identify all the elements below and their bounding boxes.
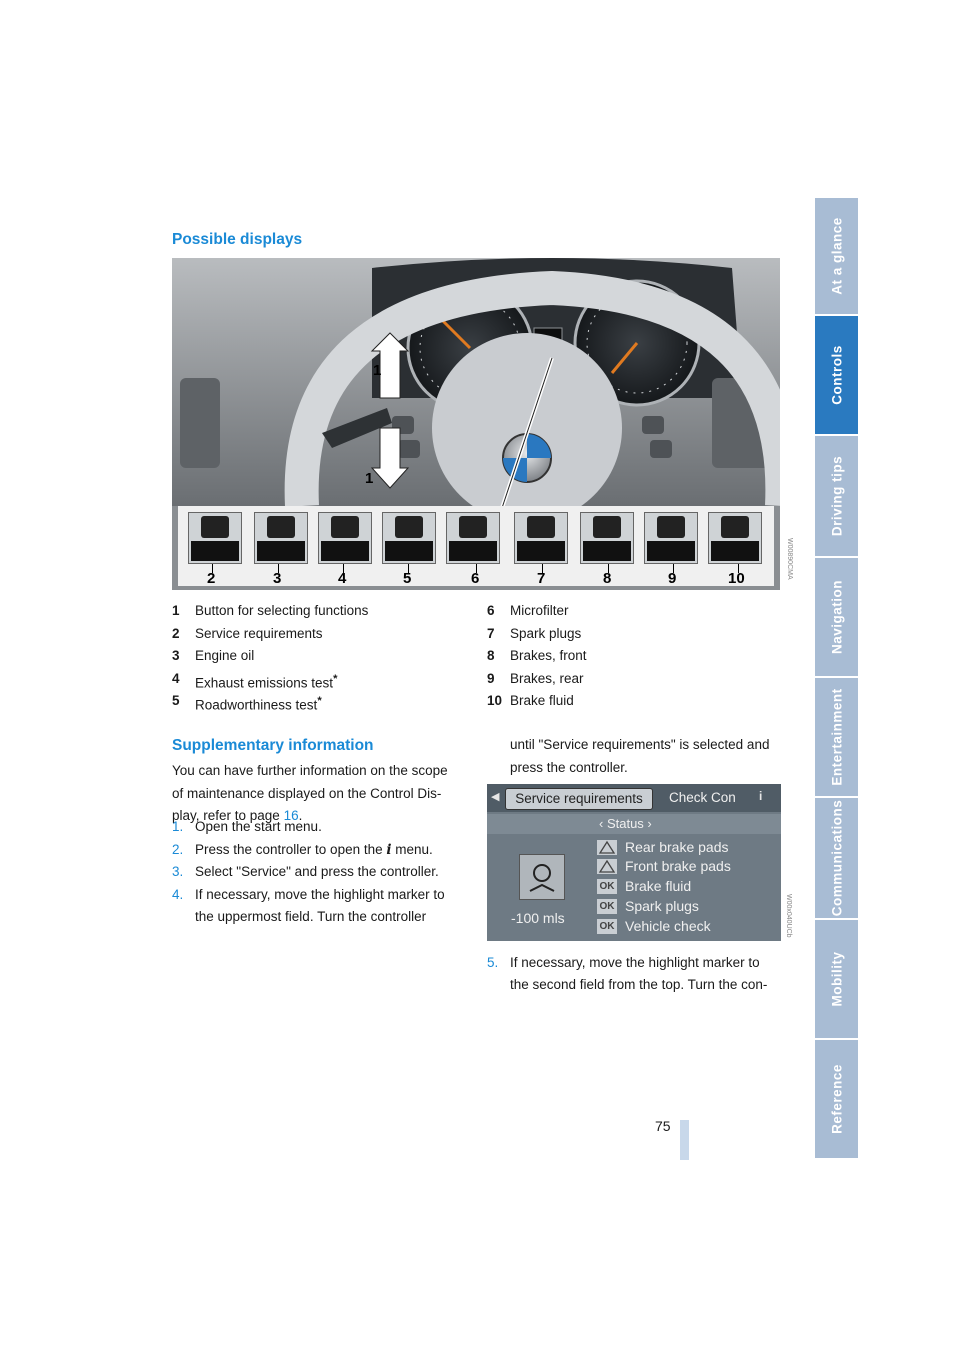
legend-item: 1 Button for selecting functions <box>172 603 369 618</box>
tab-at-a-glance[interactable]: At a glance <box>815 198 858 316</box>
tile-number: 6 <box>471 570 480 587</box>
tab-navigation[interactable]: Navigation <box>815 558 858 678</box>
display-tile-engine-oil <box>254 512 308 564</box>
figure-id: W00x040UCb <box>785 894 792 938</box>
tile-number: 10 <box>728 570 745 587</box>
legend-item: 10 Brake fluid <box>487 693 574 708</box>
legend-item: 5 Roadworthiness test* <box>172 693 322 713</box>
legend-item: 4 Exhaust emissions test* <box>172 671 338 691</box>
ok-badge: OK <box>597 899 617 914</box>
callout-down-number: 1 <box>365 470 374 487</box>
display-tile-brake-fluid <box>708 512 762 564</box>
legend-item: 8 Brakes, front <box>487 648 587 663</box>
tile-number: 3 <box>273 570 282 587</box>
display-tile-brakes-front <box>580 512 634 564</box>
tab-controls[interactable]: Controls <box>815 316 858 436</box>
section-heading-supplementary: Supplementary information <box>172 737 374 754</box>
tile-number: 2 <box>207 570 216 587</box>
list-item[interactable]: Front brake pads <box>625 858 731 874</box>
legend-item: 3 Engine oil <box>172 648 255 663</box>
chapter-tabs <box>815 198 858 1160</box>
display-tile-spark-plugs <box>514 512 568 564</box>
page-number: 75 <box>655 1118 671 1134</box>
instrument-cluster-figure <box>172 258 780 590</box>
intro-paragraph: You can have further information on the scope of maintenance displayed on the Control Dis- play, refer to page 16. <box>172 763 448 823</box>
continued-text: until "Service requirements" is selected and press the controller. <box>510 737 770 775</box>
tab-reference[interactable]: Reference <box>815 1040 858 1160</box>
callout-up-number: 1 <box>373 362 382 379</box>
legend-item: 2 Service requirements <box>172 626 323 641</box>
status-label[interactable]: ‹ Status › <box>599 816 652 831</box>
arrow-left-icon[interactable]: ◀ <box>491 791 500 803</box>
info-icon[interactable]: i <box>759 789 763 803</box>
list-item[interactable]: Brake fluid <box>625 878 692 894</box>
tab-entertainment[interactable]: Entertainment <box>815 678 858 798</box>
tab-service-requirements[interactable]: Service requirements <box>505 788 653 810</box>
list-item[interactable]: Spark plugs <box>625 898 699 914</box>
tile-number: 4 <box>338 570 347 587</box>
mileage-value: -100 mls <box>511 910 565 926</box>
tab-communications[interactable]: Communications <box>815 798 858 920</box>
figure-id: W00890CMA <box>786 538 793 580</box>
list-item[interactable]: Rear brake pads <box>625 839 729 855</box>
tile-number: 9 <box>668 570 677 587</box>
display-tile-exhaust-test <box>318 512 372 564</box>
optional-equipment-star: * <box>317 695 322 707</box>
section-heading-possible-displays: Possible displays <box>172 231 303 248</box>
tile-number: 5 <box>403 570 412 587</box>
display-tile-microfilter <box>446 512 500 564</box>
display-tile-service-requirements <box>188 512 242 564</box>
info-icon: i <box>386 842 392 858</box>
tile-number: 7 <box>537 570 546 587</box>
list-item[interactable]: Vehicle check <box>625 918 711 934</box>
tile-number: 8 <box>603 570 612 587</box>
ok-badge: OK <box>597 919 617 934</box>
page-number-marker <box>680 1120 689 1160</box>
tab-driving-tips[interactable]: Driving tips <box>815 436 858 558</box>
legend-item: 7 Spark plugs <box>487 626 582 641</box>
display-tile-roadworthiness <box>382 512 436 564</box>
control-display-screen <box>487 784 781 941</box>
tab-mobility[interactable]: Mobility <box>815 920 858 1040</box>
page-link[interactable]: 16 <box>283 808 299 823</box>
tab-check-control[interactable]: Check Con <box>669 790 736 805</box>
warning-icon <box>597 859 617 874</box>
service-display-strip <box>178 506 774 586</box>
display-tile-brakes-rear <box>644 512 698 564</box>
brake-icon <box>519 854 565 900</box>
optional-equipment-star: * <box>333 673 338 685</box>
legend-item: 6 Microfilter <box>487 603 569 618</box>
ok-badge: OK <box>597 879 617 894</box>
warning-icon <box>597 840 617 855</box>
legend-item: 9 Brakes, rear <box>487 671 584 686</box>
